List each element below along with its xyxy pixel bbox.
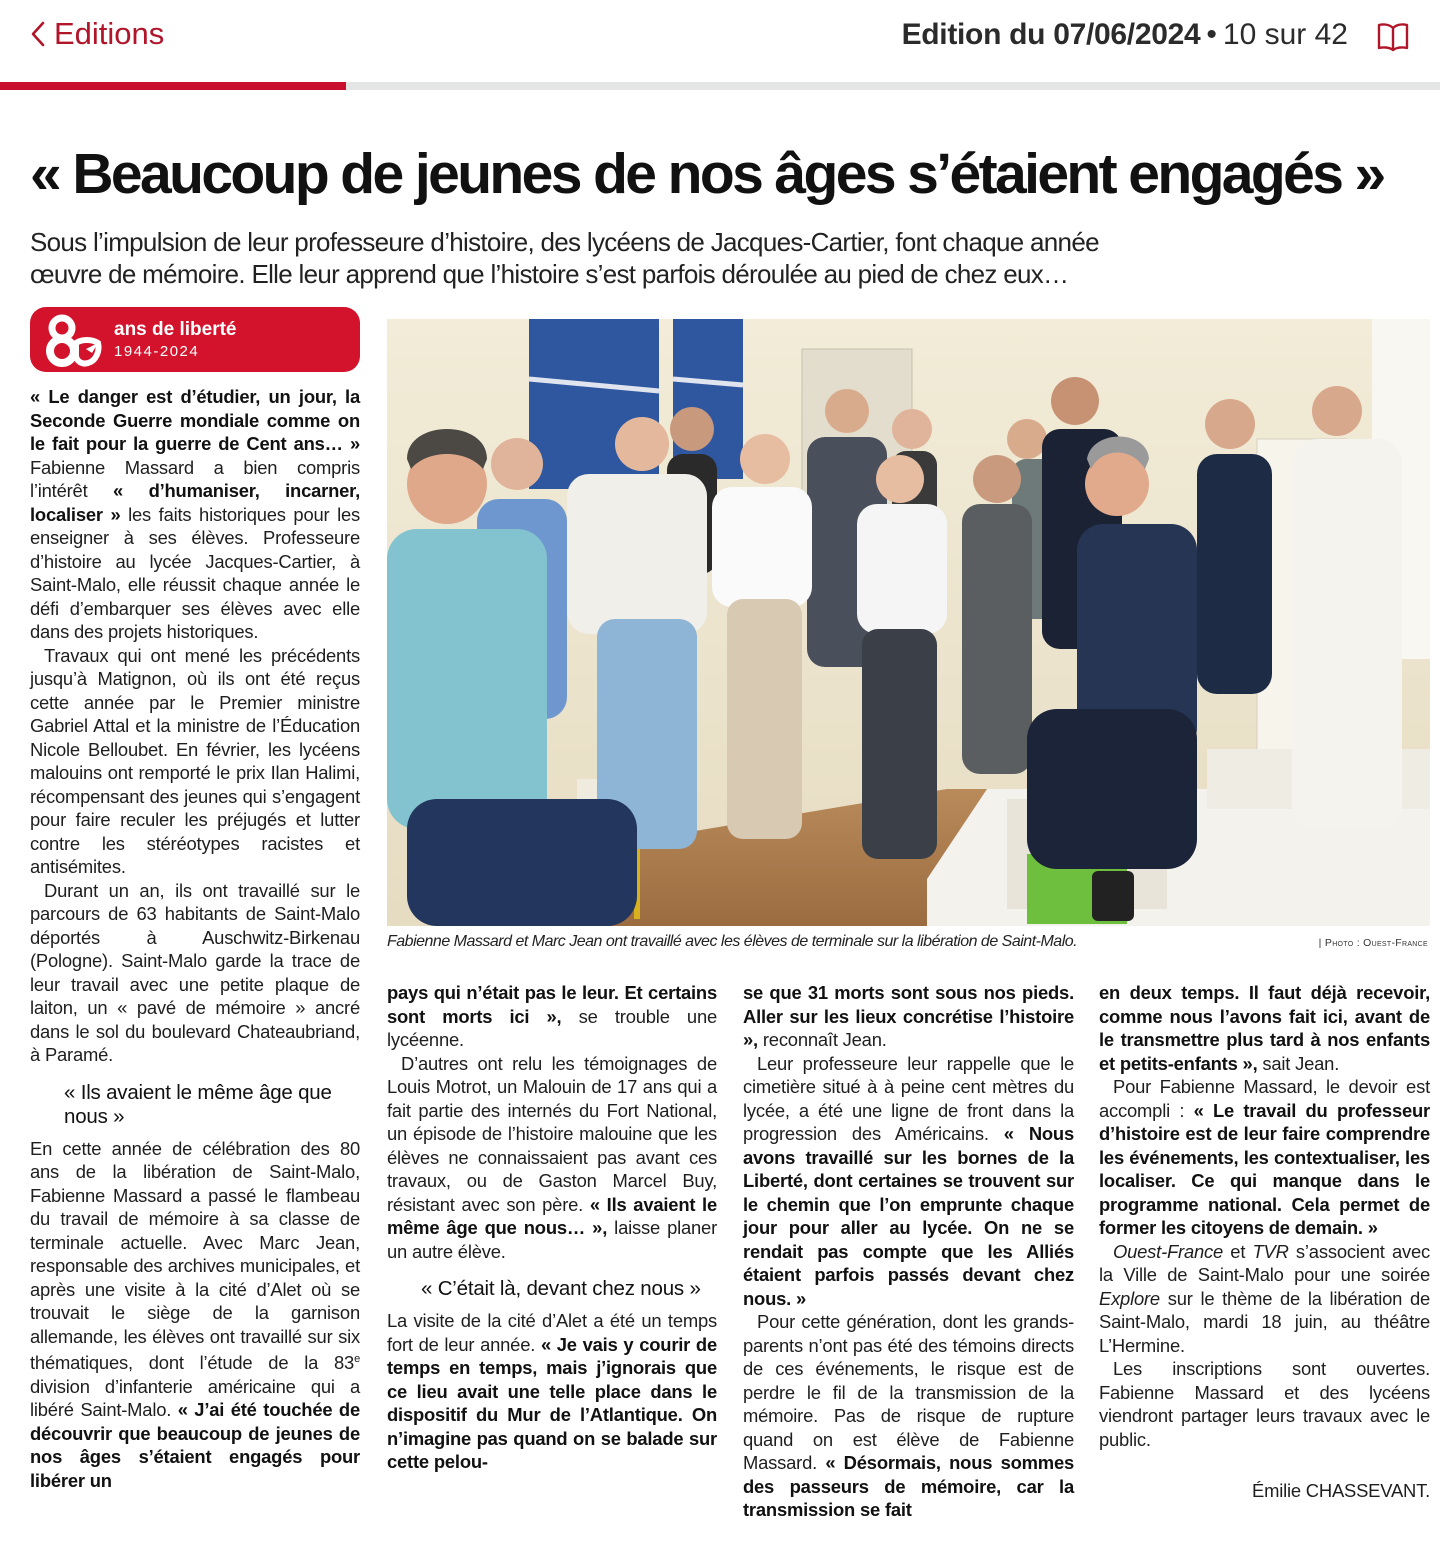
article-column-3 bbox=[743, 981, 1074, 1522]
top-bar bbox=[0, 0, 1440, 82]
text: D’autres ont relu les témoignages de Louis Motrot, un Malouin de 17 ans qui a fait partie des internés du Fort National, un épisode de l’histoire malouine que les élèves ne connaissaient pas avant ces travaux, ou de Gaston Marcel Buy, résistant avec son père. bbox=[387, 1052, 717, 1215]
paragraph bbox=[743, 1310, 1074, 1522]
back-to-editions-button[interactable] bbox=[30, 16, 164, 52]
paragraph bbox=[387, 1052, 717, 1264]
paragraph bbox=[1099, 981, 1430, 1075]
reading-progress-fill bbox=[0, 82, 346, 90]
quote: « Le travail du professeur d’histoire est de leur faire comprendre les événements, les contextualiser, les localiser. Ce qui manque dans le programme national. Cela permet de former les citoyens de demain. » bbox=[1099, 1099, 1430, 1238]
classroom-group-photo bbox=[387, 319, 1430, 926]
superscript: e bbox=[354, 1353, 360, 1365]
text: Pour Fabienne Massard, le devoir est accompli : bbox=[1099, 1076, 1430, 1121]
italic-text: TVR bbox=[1252, 1240, 1289, 1262]
text: sur le thème de la libération de Saint-Malo, mardi 18 juin, au théâtre L’Hermine. bbox=[1099, 1287, 1430, 1356]
text: sait Jean. bbox=[1257, 1052, 1340, 1074]
subheading: « Ils avaient le même âge que nous » bbox=[64, 1080, 332, 1128]
page-indicator: 10 sur 42 bbox=[1222, 18, 1348, 51]
quote: « Le danger est d’étudier, un jour, la Seconde Guerre mondiale comme on le fait pour la guerre de Cent ans… » bbox=[30, 386, 360, 454]
text: les faits historiques pour les enseigner à ses élèves. Professeure d’histoire au lycée Jacques-Cartier, à Saint-Malo, elle réussit chaque année le défi d’embarquer ses élèves avec elle dans des projets historiques. bbox=[30, 503, 360, 642]
open-book-icon[interactable] bbox=[1376, 22, 1410, 57]
text: La visite de la cité d’Alet a été un temps fort de leur année. bbox=[387, 1310, 717, 1355]
separator: • bbox=[1206, 18, 1217, 51]
subheading: « C’était là, devant chez nous » bbox=[421, 1277, 701, 1300]
paragraph bbox=[387, 981, 717, 1052]
edition-date: Edition du 07/06/2024 bbox=[901, 18, 1201, 51]
paragraph bbox=[743, 981, 1074, 1052]
anniversary-badge bbox=[30, 307, 360, 372]
paragraph bbox=[743, 1052, 1074, 1311]
article-column-1 bbox=[30, 385, 360, 1492]
italic-text: Explore bbox=[1099, 1287, 1160, 1309]
quote: « Désormais, nous sommes des passeurs de mémoire, car la transmission se fait bbox=[743, 1452, 1075, 1520]
standfirst-line-1: Sous l’impulsion de leur professeure d’histoire, des lycéens de Jacques-Cartier, font chaque année bbox=[30, 227, 1099, 257]
text: et bbox=[1223, 1240, 1253, 1262]
quote: « d’humaniser, incarner, localiser » bbox=[30, 480, 360, 525]
badge-title: ans de liberté bbox=[114, 319, 237, 340]
author-signature: Émilie CHASSEVANT. bbox=[1252, 1480, 1430, 1501]
text: Pour cette génération, dont les grands-parents n’ont pas été des témoins directs de ces événements, le risque est de perdre le fil de la transmission de la mémoire. Pas de risque de rupture quand on est élève de Fabienne Massard. bbox=[743, 1311, 1074, 1473]
photo-caption: Fabienne Massard et Marc Jean ont travaillé avec les élèves de terminale sur la libération de Saint-Malo. bbox=[387, 933, 1078, 950]
paragraph bbox=[30, 385, 360, 644]
paragraph: Travaux qui ont mené les précédents jusqu’à Matignon, où ils ont été reçus cette année par le Premier ministre Gabriel Attal et la ministre de l’Éducation Nicole Belloubet. En février, les lycéens malouins ont remporté le prix Ilan Halimi, récompensant des jeunes qui s’engagent pour faire reculer les préjugés et lutter contre les stéréotypes racistes et antisémites. bbox=[30, 644, 360, 877]
text: laisse planer un autre élève. bbox=[387, 1217, 717, 1262]
quote: « Nous avons travaillé sur les bornes de la Liberté, dont certaines se trouvent sur le chemin que l’on emprunte chaque jour pour aller au lycée. On ne se rendait pas compte que les Alliés étaient parfois passés devant chez nous. » bbox=[743, 1123, 1074, 1309]
text: division d’infanterie américaine qui a libéré Saint-Malo. bbox=[30, 1375, 360, 1421]
badge-years: 1944-2024 bbox=[114, 343, 200, 360]
reading-progress-bar bbox=[0, 82, 1440, 90]
chevron-left-icon bbox=[30, 20, 46, 48]
eighty-dove-logo bbox=[42, 313, 112, 369]
paragraph: Les inscriptions sont ouvertes. Fabienne Massard et des lycéens viendront partager leurs travaux avec le public. bbox=[1099, 1358, 1430, 1450]
article-photo[interactable] bbox=[387, 319, 1430, 926]
quote: « J’ai été touchée de découvrir que beaucoup de jeunes de nos âges s’étaient engagés pour libérer un bbox=[30, 1399, 360, 1491]
text: se trouble une lycéenne. bbox=[387, 1005, 717, 1050]
text: reconnaît Jean. bbox=[757, 1029, 887, 1050]
quote: « Ils avaient le même âge que nous… », bbox=[387, 1193, 717, 1238]
article-column-4 bbox=[1099, 981, 1430, 1503]
paragraph bbox=[387, 1309, 717, 1474]
standfirst-line-2: œuvre de mémoire. Elle leur apprend que l’histoire s’est parfois déroulée au pied de chez eux… bbox=[30, 259, 1069, 289]
paragraph bbox=[1099, 1240, 1430, 1358]
text: En cette année de célébration des 80 ans de la libération de Saint-Malo, Fabienne Massard a passé le flambeau du travail de mémoire à sa classe de terminale actuelle. Avec Marc Jean, responsable des archives municipales, et après une visite à la cité d’Alet où se trouvait le siège de la garnison allemande, les élèves ont travaillé sur six thématiques, dont l’étude de la 83 bbox=[30, 1137, 360, 1374]
photo-credit: | Photo : Ouest-France bbox=[1318, 937, 1428, 949]
quote: se que 31 morts sont sous nos pieds. Aller sur les lieux concrétise l’histoire », bbox=[743, 982, 1074, 1050]
text: Fabienne Massard a bien compris l’intérêt bbox=[30, 456, 360, 501]
paragraph bbox=[30, 1137, 360, 1493]
quote: pays qui n’était pas le leur. Et certains sont morts ici », bbox=[387, 982, 717, 1027]
quote: en deux temps. Il faut déjà recevoir, comme nous l’avons fait ici, avant de le transmettre plus tard à nos enfants et petits-enfants », bbox=[1099, 982, 1430, 1074]
text: s’associent avec la Ville de Saint-Malo pour une soirée bbox=[1099, 1240, 1430, 1285]
edition-info bbox=[902, 18, 1348, 52]
quote: « Je vais y courir de temps en temps, mais j’ignorais que ce lieu avait une telle place dans le dispositif du Mur de l’Atlantique. On n’imagine pas quand on se balade sur cette pelou- bbox=[387, 1333, 717, 1472]
paragraph: Durant un an, ils ont travaillé sur le parcours de 63 habitants de Saint-Malo déportés à Auschwitz-Birkenau (Pologne). Saint-Malo garde la trace de leur travail avec une petite plaque de laiton, un « pavé de mémoire » ancré dans le sol du boulevard Chateaubriand, à Paramé. bbox=[30, 879, 360, 1065]
back-label: Editions bbox=[54, 16, 165, 51]
article-standfirst bbox=[30, 226, 1410, 290]
paragraph bbox=[1099, 1075, 1430, 1240]
text: Leur professeure leur rappelle que le cimetière situé à à peine cent mètres du lycée, a été une ligne de front dans la progression des Américains. bbox=[743, 1052, 1074, 1144]
italic-text: Ouest-France bbox=[1113, 1240, 1224, 1262]
article-column-2 bbox=[387, 981, 717, 1474]
article-headline: « Beaucoup de jeunes de nos âges s’étaient engagés » bbox=[30, 142, 1384, 206]
